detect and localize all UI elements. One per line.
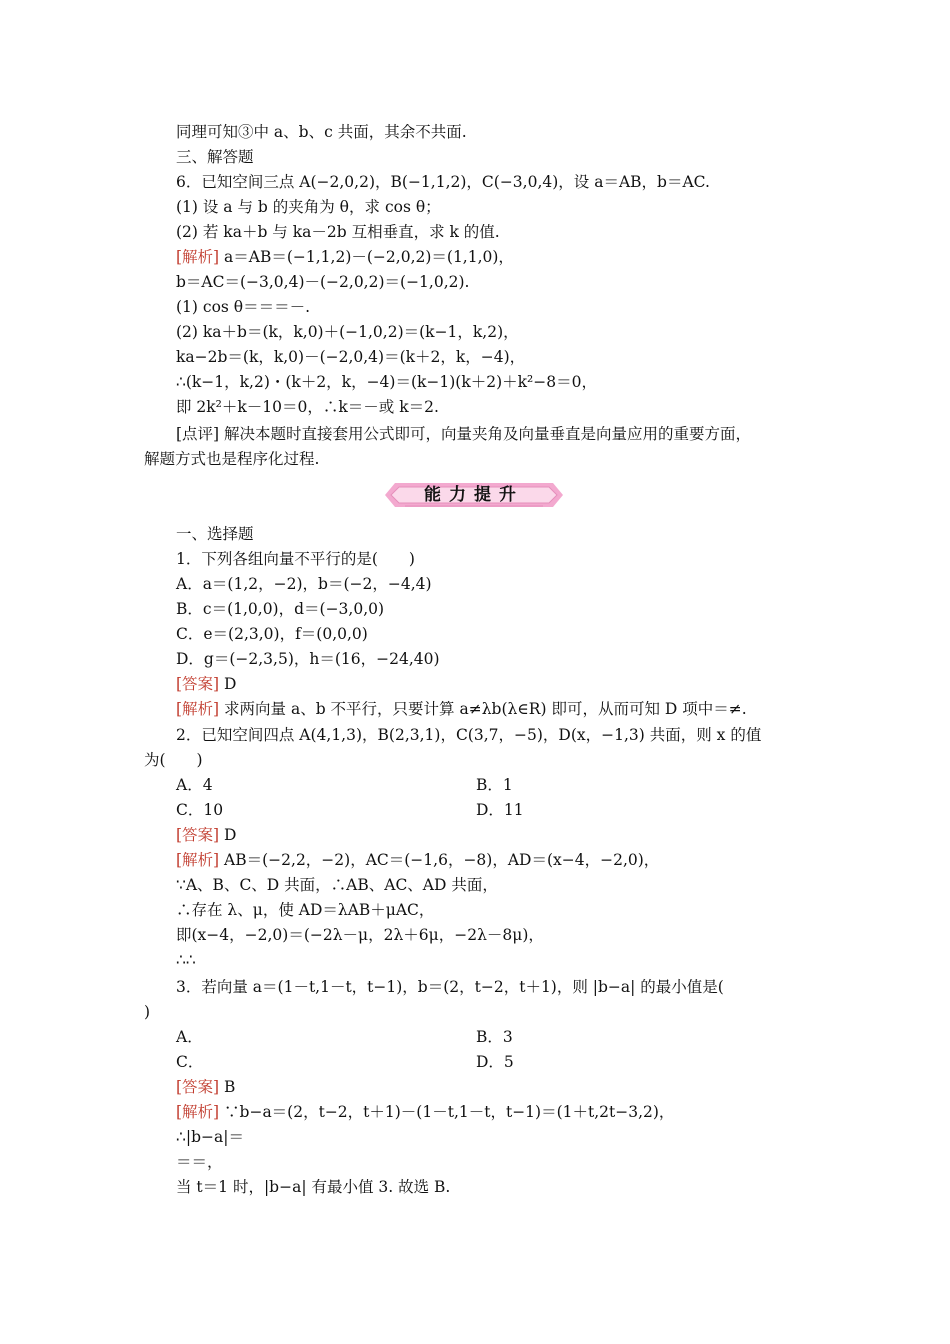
analysis-tag: [解析] [176, 1103, 220, 1121]
question-2-cont: 为( ) [144, 751, 203, 769]
option-c: C．e＝(2,3,0)，f＝(0,0,0) [176, 625, 368, 643]
option-b: B．3 [476, 1028, 513, 1046]
analysis-line: [解析] 求两向量 a、b 不平行，只要计算 a≠λb(λ∈R) 即可，从而可知 D 项中＝≠. [176, 700, 747, 718]
option-a: A．a＝(1,2，−2)，b＝(−2，−4,4) [176, 575, 432, 593]
analysis-line: ∴存在 λ、μ，使 AD＝λAB＋μAC， [176, 901, 435, 919]
solution-line: ∴(k−1，k,2)・(k＋2，k，−4)＝(k−1)(k＋2)＋k²−8＝0， [176, 373, 597, 391]
analysis-line: 当 t＝1 时，|b−a| 有最小值 3. 故选 B. [176, 1178, 451, 1196]
analysis-line: ∴∴ [176, 951, 196, 969]
option-d: D．5 [476, 1053, 514, 1071]
analysis-line: ∴|b−a|＝ [176, 1128, 244, 1146]
analysis-line: ∵A、B、C、D 共面，∴AB、AC、AD 共面， [176, 876, 498, 894]
option-c: C．10 [176, 801, 224, 819]
answer-tag: [答案] [176, 826, 220, 844]
answer-tag: [答案] [176, 675, 220, 693]
question-6-part-2: (2) 若 ka＋b 与 ka－2b 互相垂直，求 k 的值. [176, 223, 500, 241]
answer-tag: [答案] [176, 1078, 220, 1096]
banner-title: 能力提升 [424, 485, 524, 505]
analysis-line: [解析] AB＝(−2,2，−2)，AC＝(−1,6，−8)，AD＝(x−4，−2,0)， [176, 851, 660, 869]
solution-line: 即 2k²＋k－10＝0，∴k＝－或 k＝2. [176, 398, 439, 416]
analysis-line: [解析] ∵b−a＝(2，t−2，t＋1)－(1－t,1－t，t−1)＝(1＋t,2t−3,2)， [176, 1103, 675, 1121]
option-c: C． [176, 1053, 204, 1071]
question-3-cont: ) [144, 1003, 151, 1021]
option-d: D．11 [476, 801, 524, 819]
option-b: B．c＝(1,0,0)，d＝(−3,0,0) [176, 600, 385, 618]
solution-line: [解析] a＝AB＝(−1,1,2)－(−2,0,2)＝(1,1,0)， [176, 248, 514, 266]
text-line: 同理可知③中 a、b、c 共面，其余不共面. [176, 123, 467, 141]
solution-line: (1) cos θ＝＝＝－. [176, 298, 311, 316]
comment-tag: [点评] [176, 425, 220, 443]
analysis-line: ＝＝， [176, 1153, 223, 1171]
answer-line: [答案] B [176, 1078, 236, 1096]
option-a: A． [176, 1028, 203, 1046]
analysis-tag: [解析] [176, 700, 220, 718]
solution-line: b＝AC＝(−3,0,4)－(−2,0,2)＝(−1,0,2). [176, 273, 470, 291]
question-1: 1．下列各组向量不平行的是( ) [176, 550, 415, 568]
section-banner [385, 480, 563, 510]
solution-line: ka−2b＝(k，k,0)－(−2,0,4)＝(k＋2，k，−4)， [176, 348, 526, 366]
question-6-part-1: (1) 设 a 与 b 的夹角为 θ，求 cos θ； [176, 198, 441, 216]
option-a: A．4 [176, 776, 213, 794]
question-3: 3．若向量 a＝(1－t,1－t，t−1)，b＝(2，t−2，t＋1)，则 |b−a| 的最小值是( [176, 978, 724, 996]
answer-line: [答案] D [176, 675, 237, 693]
section-heading: 一、选择题 [176, 525, 254, 543]
comment-line: 解题方式也是程序化过程. [144, 450, 320, 468]
option-d: D．g＝(−2,3,5)，h＝(16，−24,40) [176, 650, 440, 668]
question-2: 2．已知空间四点 A(4,1,3)，B(2,3,1)，C(3,7，−5)，D(x，−1,3) 共面，则 x 的值 [176, 726, 762, 744]
option-b: B．1 [476, 776, 513, 794]
question-6: 6．已知空间三点 A(−2,0,2)，B(−1,1,2)，C(−3,0,4)，设 a＝AB，b＝AC. [176, 173, 710, 191]
analysis-tag: [解析] [176, 248, 220, 266]
solution-line: (2) ka＋b＝(k，k,0)＋(−1,0,2)＝(k−1，k,2)， [176, 323, 519, 341]
comment-line: [点评] 解决本题时直接套用公式即可，向量夹角及向量垂直是向量应用的重要方面， [176, 425, 752, 443]
section-heading: 三、解答题 [176, 148, 254, 166]
analysis-tag: [解析] [176, 851, 220, 869]
analysis-line: 即(x−4，−2,0)＝(−2λ－μ，2λ＋6μ，−2λ－8μ)， [176, 926, 544, 944]
answer-line: [答案] D [176, 826, 237, 844]
